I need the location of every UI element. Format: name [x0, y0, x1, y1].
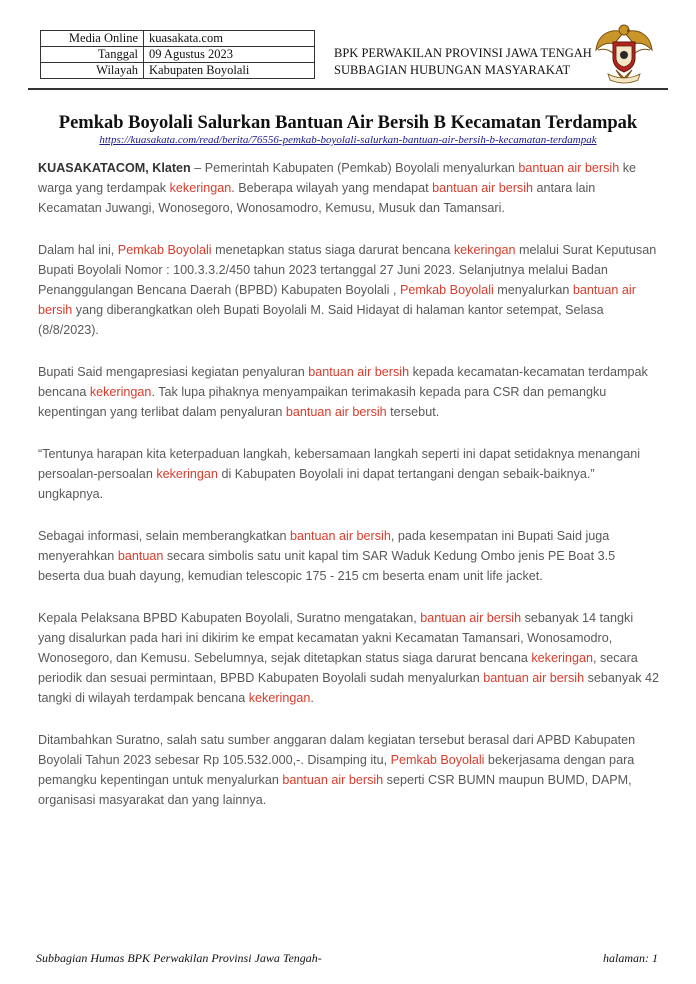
keyword-highlight: kekeringan: [169, 181, 232, 195]
meta-value: 09 Agustus 2023: [144, 47, 315, 63]
paragraph-text: antara lain Kecamatan Juwangi, Wonosegoro, Wonosamodro, Kemusu, Musuk dan Tamansari.: [38, 181, 596, 215]
keyword-highlight: bantuan air bersih: [420, 611, 522, 625]
paragraph-text: melalui Surat Keputusan Bupati Boyolali Nomor : 100.3.3.2/450 tahun 2023 tertanggal 27 Juni 2023. Selanjutnya melalui Badan Penanggulangan Bencana Daerah (BPBD) Kabupaten Boyolali ,: [38, 243, 657, 297]
article-paragraph: [38, 362, 660, 422]
keyword-highlight: Pemkab Boyolali: [399, 283, 494, 297]
article-paragraph: [38, 608, 660, 708]
meta-row: [41, 63, 315, 79]
keyword-highlight: bantuan air bersih: [432, 181, 533, 195]
paragraph-text: bekerjasama dengan para pemangku kepentingan untuk menyalurkan: [38, 753, 635, 787]
paragraph-text: . Beberapa wilayah yang mendapat: [231, 181, 433, 195]
keyword-highlight: kekeringan: [248, 691, 311, 705]
article-paragraph: [38, 526, 660, 586]
paragraph-text: di Kabupaten Boyolali ini dapat tertangani dengan sebaik-baiknya.” ungkapnya.: [38, 467, 595, 501]
paragraph-text: sebanyak 14 tangki yang disalurkan pada hari ini dikirim ke empat kecamatan yakni Kecamatan Tamansari, Wonosamodro, Wonosegoro, dan Kemusu. Sebelumnya, sejak ditetapkan status siaga darurat bencana: [38, 611, 634, 665]
meta-value: Kabupaten Boyolali: [144, 63, 315, 79]
article-body: [38, 158, 660, 832]
keyword-highlight: bantuan air bersih: [290, 529, 391, 543]
paragraph-text: ke warga yang terdampak: [38, 161, 637, 195]
article-paragraph: [38, 158, 660, 218]
garuda-emblem-icon: [594, 20, 654, 84]
keyword-highlight: bantuan air bersih: [285, 405, 387, 419]
article-source-link[interactable]: https://kuasakata.com/read/berita/76556-pemkab-boyolali-salurkan-bantuan-air-bersih-b-kecamatan-terdampak: [99, 134, 597, 146]
keyword-highlight: Pemkab Boyolali: [390, 753, 485, 767]
footer-org-text: Subbagian Humas BPK Perwakilan Provinsi Jawa Tengah-: [36, 951, 322, 965]
article-title: Pemkab Boyolali Salurkan Bantuan Air Bersih B Kecamatan Terdampak: [58, 113, 638, 133]
paragraph-text: Kepala Pelaksana BPBD Kabupaten Boyolali, Suratno mengatakan,: [38, 611, 421, 625]
paragraph-text: tersebut.: [386, 405, 440, 419]
paragraph-text: . Tak lupa pihaknya menyampaikan terimakasih kepada para CSR dan pemangku kepentingan yang terlibat dalam penyaluran: [38, 385, 607, 419]
paragraph-text: sebanyak 42 tangki di wilayah terdampak bencana: [38, 671, 660, 705]
article-paragraph: [38, 730, 660, 810]
paragraph-text: .: [310, 691, 314, 705]
article-paragraph: [38, 444, 660, 504]
keyword-highlight: kekeringan: [531, 651, 593, 665]
org-division: SUBBAGIAN HUBUNGAN MASYARAKAT: [334, 63, 571, 77]
paragraph-text: yang diberangkatkan oleh Bupati Boyolali M. Said Hidayat di halaman kantor setempat, Selasa (8/8/2023).: [38, 303, 604, 337]
dateline: KUASAKATACOM, Klaten: [38, 161, 191, 175]
org-name: BPK PERWAKILAN PROVINSI JAWA TENGAH: [334, 46, 592, 60]
meta-label: Tanggal: [41, 47, 144, 63]
meta-row: [41, 31, 315, 47]
keyword-highlight: bantuan air bersih: [483, 671, 585, 685]
paragraph-text: seperti CSR BUMN maupun BUMD, DAPM, organisasi masyarakat dan yang lainnya.: [38, 773, 632, 807]
paragraph-text: “Tentunya harapan kita keterpaduan langkah, kebersamaan langkah seperti ini dapat setidaknya menangani persoalan-persoalan: [38, 447, 641, 481]
paragraph-text: kepada kecamatan-kecamatan terdampak bencana: [38, 365, 648, 399]
paragraph-text: Bupati Said mengapresiasi kegiatan penyaluran: [38, 365, 309, 379]
header-divider: [28, 88, 668, 90]
meta-label: Media Online: [41, 31, 144, 47]
page-number: halaman: 1: [603, 951, 658, 965]
article-paragraph: [38, 240, 660, 340]
meta-value: kuasakata.com: [144, 31, 315, 47]
paragraph-text: menetapkan status siaga darurat bencana: [211, 243, 454, 257]
paragraph-text: Ditambahkan Suratno, salah satu sumber anggaran dalam kegiatan tersebut berasal dari APBD Kabupaten Boyolali Tahun 2023 sebesar Rp 105.532.000,-. Disamping itu,: [38, 733, 636, 767]
keyword-highlight: Pemkab Boyolali: [117, 243, 212, 257]
keyword-highlight: kekeringan: [453, 243, 516, 257]
keyword-highlight: kekeringan: [156, 467, 218, 481]
keyword-highlight: bantuan air bersih: [518, 161, 620, 175]
keyword-highlight: kekeringan: [89, 385, 152, 399]
org-header: [334, 45, 592, 79]
keyword-highlight: bantuan air bersih: [308, 365, 410, 379]
paragraph-text: – Pemerintah Kabupaten (Pemkab) Boyolali menyalurkan: [190, 161, 519, 175]
clipping-meta-table: [40, 30, 315, 79]
paragraph-text: Sebagai informasi, selain memberangkatkan: [38, 529, 291, 543]
keyword-highlight: bantuan: [117, 549, 164, 563]
paragraph-text: menyalurkan: [493, 283, 573, 297]
paragraph-text: , secara periodik dan sesuai permintaan, BPBD Kabupaten Boyolali sudah menyalurkan: [38, 651, 638, 685]
paragraph-text: , pada kesempatan ini Bupati Said juga menyerahkan: [38, 529, 610, 563]
meta-label: Wilayah: [41, 63, 144, 79]
keyword-highlight: bantuan air bersih: [282, 773, 384, 787]
meta-row: [41, 47, 315, 63]
keyword-highlight: bantuan air bersih: [38, 283, 636, 317]
paragraph-text: secara simbolis satu unit kapal tim SAR Waduk Kedung Ombo jenis PE Boat 3.5 beserta dua buah dayung, kemudian telescopic 175 - 215 cm beserta enam unit life jacket.: [38, 549, 616, 583]
paragraph-text: Dalam hal ini,: [38, 243, 118, 257]
